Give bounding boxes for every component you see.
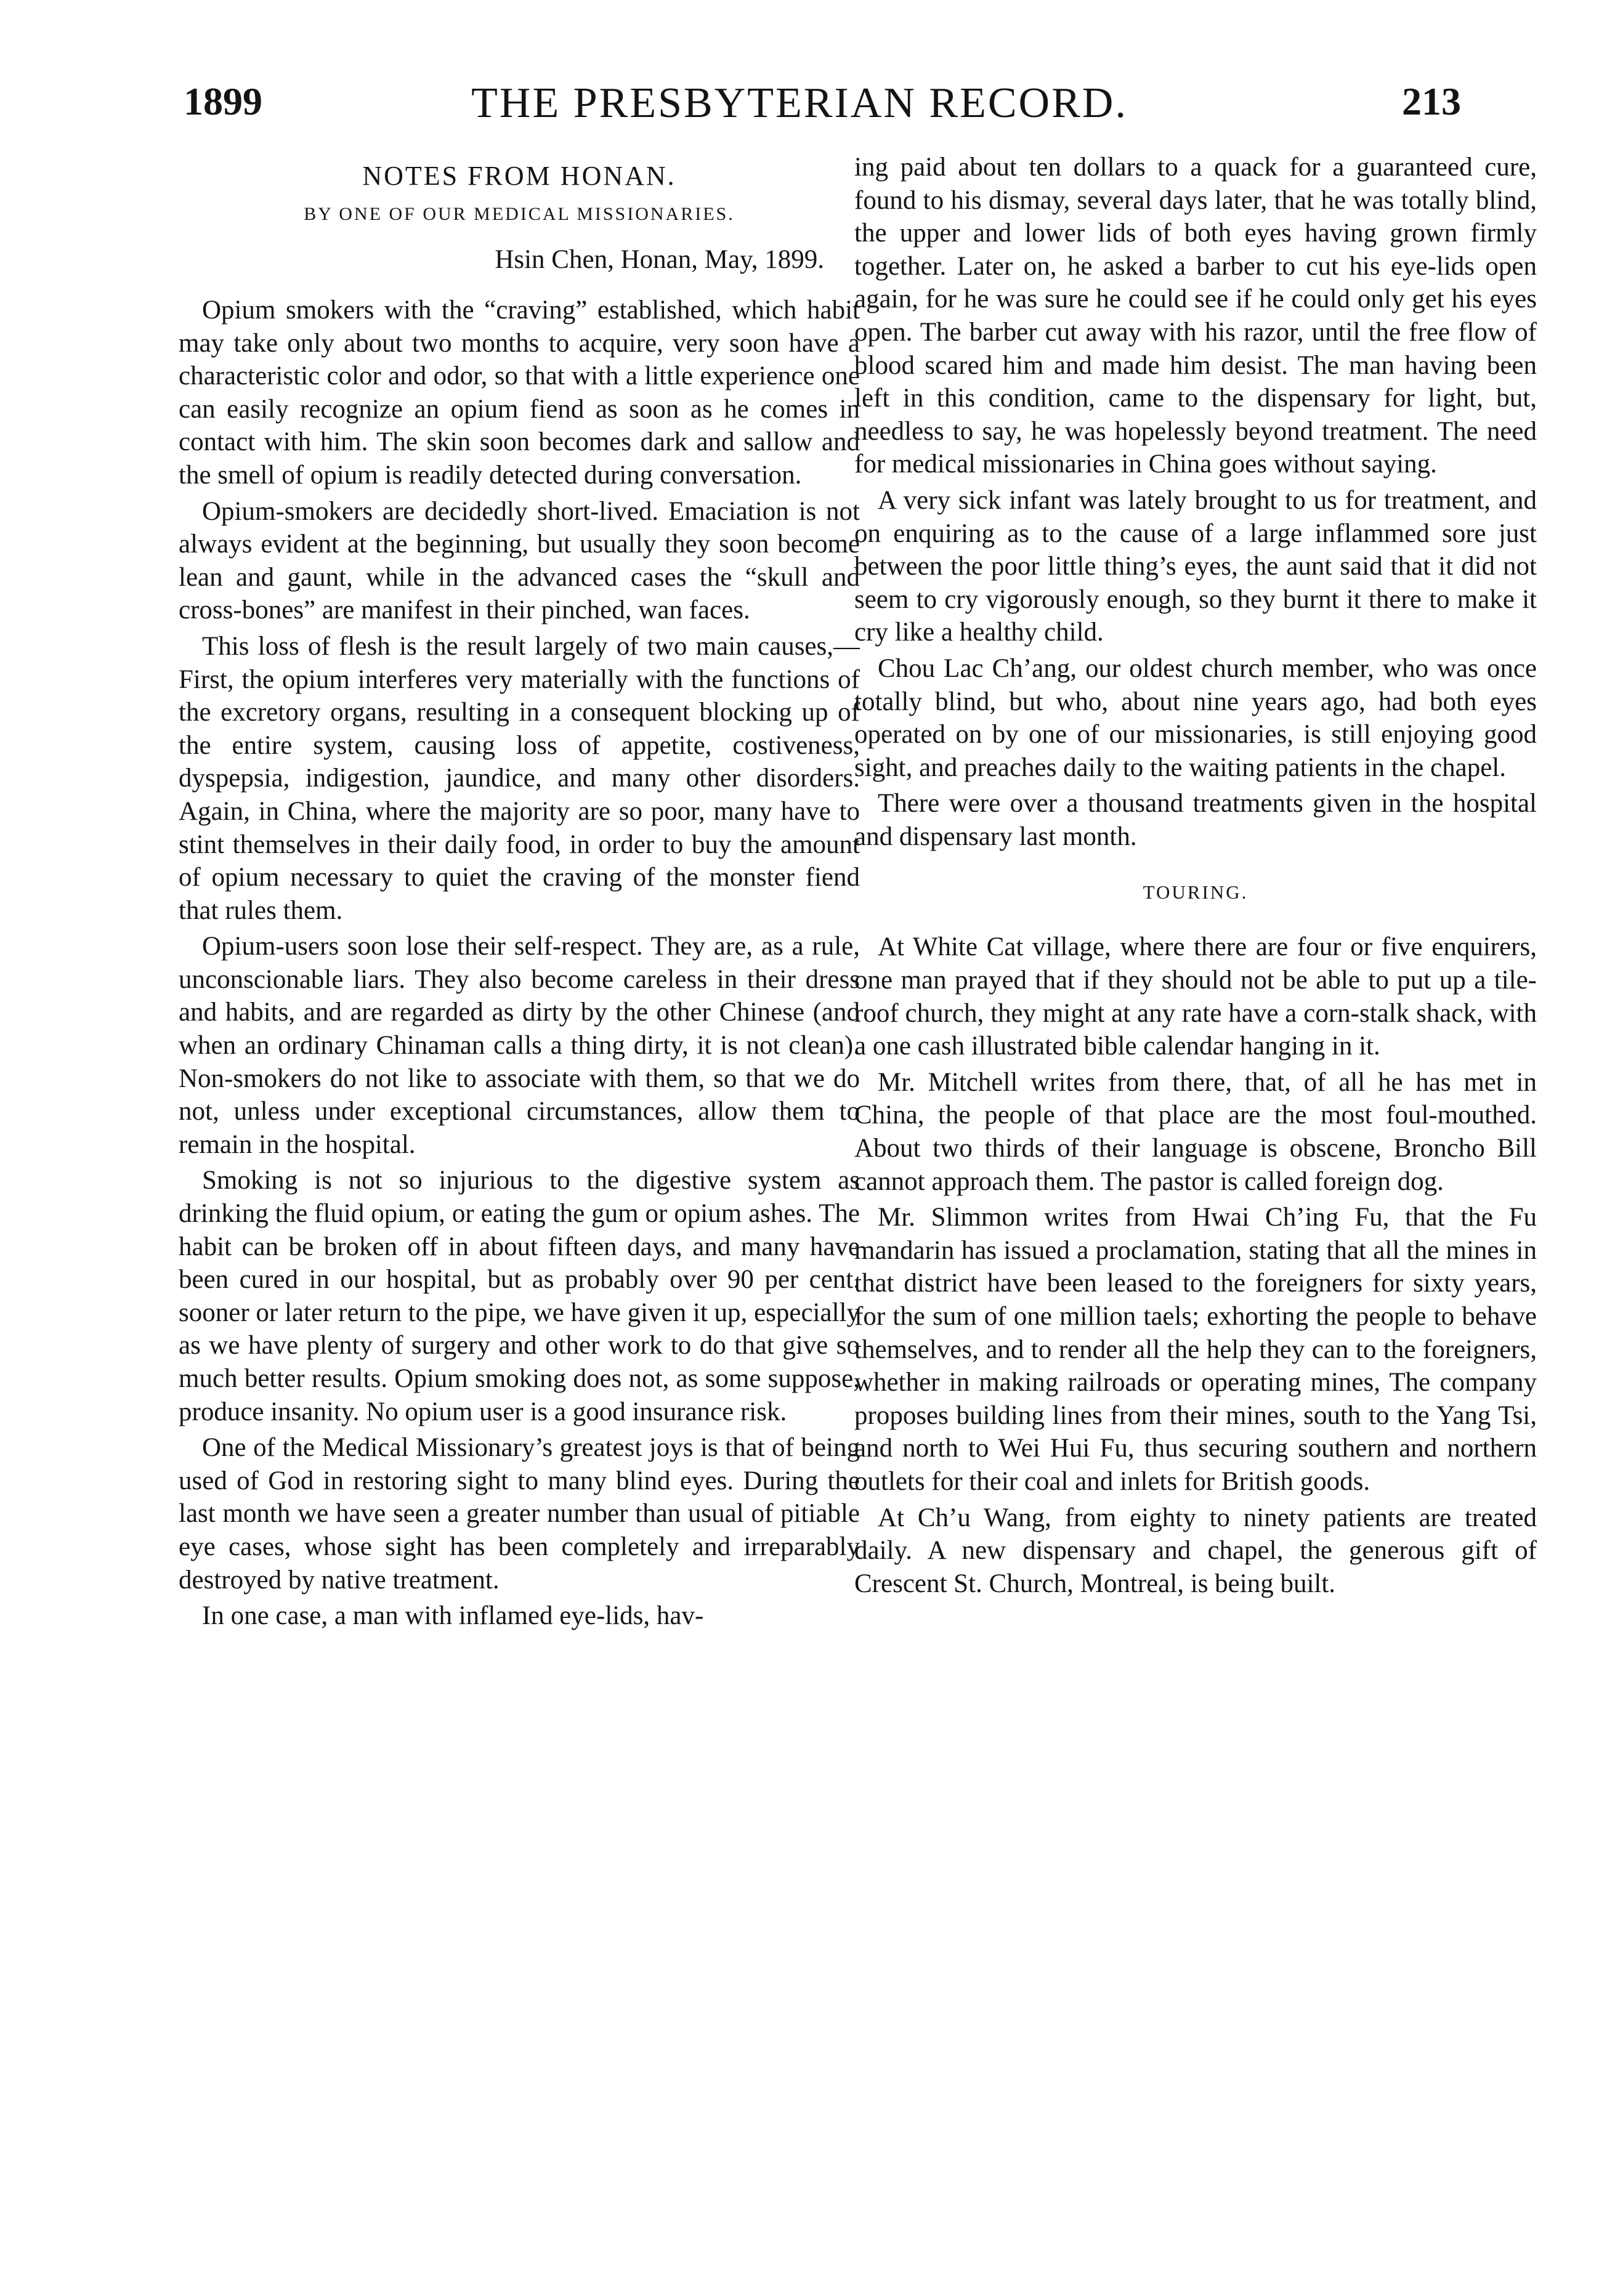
paragraph-continuation: ing paid about ten dollars to a quack for a guaranteed cure, found to his dismay, several days later, that he was totally blind, the upper and lower lids of both eyes having grown firmly together. Later on, he asked a barber to cut his eye-lids open again, for he was sure he could see if he could only get his eyes open. The barber cut away with his razor, until the free flow of blood scared him and made him desist. The man having been left in this condition, came to the dispensary for light, but, needless to say, he was hopelessly beyond treatment. The need for medical missionaries in China goes without saying. — [854, 153, 1537, 479]
left-column — [179, 151, 860, 2257]
year: 1899 — [184, 79, 262, 123]
paragraph: Smoking is not so injurious to the digestive system as drinking the fluid opium, or eating the gum or opium ashes. The habit can be broken off in about fifteen days, and many have been cured in our hospital, but as probably over 90 per cent. sooner or later return to the pipe, we have given it up, especially as we have plenty of surgery and other work to do that give so much better results. Opium smoking does not, as some suppose, produce insanity. No opium user is a good insurance risk. — [179, 1166, 860, 1426]
page-number: 213 — [1402, 79, 1461, 123]
right-column — [854, 151, 1537, 2257]
paragraph: Mr. Slimmon writes from Hwai Ch’ing Fu, that the Fu mandarin has issued a proclamation, stating that all the mines in that district have been leased to the foreigners for sixty years, for the sum of one million taels; exhorting the people to behave themselves, and to render all the help they can to the foreigners, whether in making railroads or operating mines, The company proposes building lines from their mines, south to the Yang Tsi, and north to Wei Hui Fu, thus securing southern and northern outlets for their coal and inlets for British goods. — [854, 1203, 1537, 1496]
paragraph: There were over a thousand treatments given in the hospital and dispensary last month. — [854, 789, 1537, 851]
paragraph: Opium smokers with the “craving” established, which habit may take only about two months to acquire, very soon have a characteristic color and odor, so that with a little experience one can easily recognize an opium fiend as soon as he comes in contact with him. The skin soon becomes dark and sallow and the smell of opium is readily detected during conversation. — [179, 296, 860, 490]
dateline: Hsin Chen, Honan, May, 1899. — [495, 245, 824, 274]
paragraph: Chou Lac Ch’ang, our oldest church member, who was once totally blind, but who, about nine years ago, had both eyes operated on by one of our missionaries, is still enjoying good sight, and preaches daily to the waiting patients in the chapel. — [854, 653, 1537, 782]
paragraph: At Ch’u Wang, from eighty to ninety patients are treated daily. A new dispensary and chapel, the generous gift of Crescent St. Church, Montreal, is being built. — [854, 1503, 1537, 1598]
paragraph: Opium-smokers are decidedly short-lived. Emaciation is not always evident at the beginning, but usually they soon become lean and gaunt, while in the advanced cases the “skull and cross-bones” are manifest in their pinched, wan faces. — [179, 496, 860, 625]
paragraph: Opium-users soon lose their self-respect. They are, as a rule, unconscionable liars. They also become careless in their dress and habits, and are regarded as dirty by the other Chinese (and when an ordinary Chinaman calls a thing dirty, it is not clean). Non-smokers do not like to associate with them, so that we do not, unless under exceptional circumstances, allow them to remain in the hospital. — [179, 932, 860, 1159]
article-title: NOTES FROM HONAN. — [362, 161, 676, 191]
paragraph: One of the Medical Missionary’s greatest joys is that of being used of God in restoring sight to many blind eyes. During the last month we have seen a greater number than usual of pitiable eye cases, whose sight has been completely and irreparably destroyed by native treatment. — [179, 1433, 860, 1595]
paragraph: At White Cat village, where there are four or five enquirers, one man prayed that if they should not be able to put up a tile-roof church, they might at any rate have a corn-stalk shack, with a one cash illustrated bible calendar hanging in it. — [854, 932, 1537, 1061]
section-heading: TOURING. — [1143, 881, 1249, 903]
page-header — [0, 0, 1599, 127]
paragraph: In one case, a man with inflamed eye-lids, hav- — [202, 1601, 704, 1631]
paragraph: Mr. Mitchell writes from there, that, of all he has met in China, the people of that place are the most foul-mouthed. About two thirds of their language is obscene, Broncho Bill cannot approach them. The pastor is called foreign dog. — [854, 1067, 1537, 1196]
byline: BY ONE OF OUR MEDICAL MISSIONARIES. — [304, 204, 735, 224]
paragraph: A very sick infant was lately brought to us for treatment, and on enquiring as to the cause of a large inflammed sore just between the poor little thing’s eyes, the aunt said that it did not seem to cry vigorously enough, so they burnt it there to make it cry like a healthy child. — [854, 485, 1537, 647]
paragraph: This loss of flesh is the result largely of two main causes,—First, the opium interferes very materially with the functions of the excretory organs, resulting in a consequent blocking up of the entire system, causing loss of appetite, costiveness, dyspepsia, indigestion, jaundice, and many other disorders. Again, in China, where the majority are so poor, many have to stint themselves in their daily food, in order to buy the amount of opium necessary to quiet the craving of the monster fiend that rules them. — [179, 631, 860, 925]
journal-title: THE PRESBYTERIAN RECORD. — [471, 79, 1128, 127]
